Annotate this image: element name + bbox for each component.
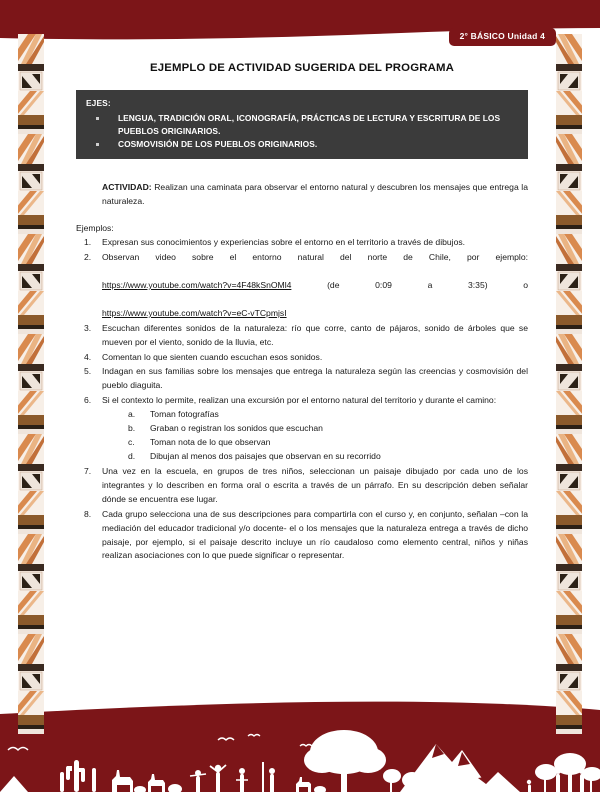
bullet-square-icon	[96, 143, 99, 146]
examples-list	[76, 236, 528, 563]
list-item-text: Cada grupo selecciona una de sus descripciones para compartirla con el curso y, en conjunto, señalan –con la mediación del educador tradicional y/o docente- el o los mensajes que la naturaleza entrega a través de dicho paisaje, por ejemplo, si el paisaje descrito incluye un río caudaloso como elemento central, niños y niñas realizan asociaciones con lo que puede significar o representar.	[102, 508, 528, 561]
list-item-text: Comentan lo que sienten cuando escuchan esos sonidos.	[102, 351, 323, 362]
sub-list-item	[114, 450, 528, 464]
document-content	[76, 62, 528, 564]
activity-paragraph	[76, 181, 528, 209]
left-textile-border	[18, 34, 44, 734]
list-item-text: Expresan sus conocimientos y experiencias sobre el entorno en el territorio a través de dibujos.	[102, 237, 466, 248]
sub-list-item-label: Toman fotografías	[150, 409, 219, 420]
bullet-square-icon	[96, 117, 99, 120]
time-range-open: (de	[327, 279, 340, 290]
bottom-landscape-illustration	[0, 680, 600, 800]
list-item	[76, 251, 528, 321]
list-item-text: Escuchan diferentes sonidos de la naturaleza: río que corre, canto de pájaros, sonido de árboles que se mueven por el viento, sonido de la lluvia, etc.	[102, 322, 528, 347]
youtube-link-2[interactable]: https://www.youtube.com/watch?v=eC-vTCpmjsI	[102, 307, 287, 318]
list-item-text: Indagan en sus familias sobre los mensajes que entrega la naturaleza según las creencias y cosmovisión del pueblo diaguita.	[102, 366, 528, 391]
list-item	[76, 508, 528, 564]
time-end: 3:35)	[468, 279, 488, 290]
list-item-text: Una vez en la escuela, en grupos de tres niños, seleccionan un paisaje dibujado por cada uno de los integrantes y lo describen en forma oral o escrita a través de un párrafo. En su descripción deben señalar dónde se encuentra ese lugar.	[102, 465, 528, 504]
activity-label: ACTIVIDAD:	[102, 182, 152, 193]
ejes-list	[86, 112, 518, 150]
ejes-item-label: LENGUA, TRADICIÓN ORAL, ICONOGRAFÍA, PRÁCTICAS DE LECTURA Y ESCRITURA DE LOS PUEBLOS ORIGINARIOS.	[118, 113, 501, 136]
sub-list-item-label: Graban o registran los sonidos que escuchan	[150, 423, 323, 434]
page-title: EJEMPLO DE ACTIVIDAD SUGERIDA DEL PROGRAMA	[150, 62, 454, 74]
conjunction: o	[523, 279, 529, 290]
sub-list-item	[114, 408, 528, 422]
list-item	[76, 351, 528, 365]
list-item	[76, 365, 528, 393]
sub-list-item	[114, 422, 528, 436]
ejes-item	[86, 112, 518, 138]
list-item-lead: Observan video sobre el entorno natural del norte de Chile, por ejemplo:	[102, 252, 528, 263]
right-textile-border	[556, 34, 582, 734]
ejes-label: EJES:	[86, 98, 111, 108]
list-item	[76, 394, 528, 464]
time-separator: a	[427, 279, 433, 290]
sub-list-item-label: Dibujan al menos dos paisajes que observan en su recorrido	[150, 450, 381, 461]
ejes-box	[76, 90, 528, 159]
ejes-item	[86, 138, 518, 151]
excursion-sub-list	[102, 408, 528, 464]
list-item-text: Si el contexto lo permite, realizan una excursión por el entorno natural del territorio y durante el camino:	[102, 395, 497, 406]
time-start: 0:09	[375, 279, 392, 290]
sub-list-item	[114, 436, 528, 450]
youtube-link-1[interactable]: https://www.youtube.com/watch?v=4F48kSnOMl4	[102, 279, 292, 290]
list-item	[76, 236, 528, 250]
sub-list-item-label: Toman nota de lo que observan	[150, 437, 271, 448]
list-item	[76, 322, 528, 350]
activity-text: Realizan una caminata para observar el entorno natural y descubren los mensajes que entrega la naturaleza.	[102, 182, 528, 207]
unit-badge: 2° BÁSICO Unidad 4	[449, 28, 556, 46]
list-item	[76, 465, 528, 507]
examples-label: Ejemplos:	[76, 223, 114, 234]
ejes-item-label: COSMOVISIÓN DE LOS PUEBLOS ORIGINARIOS.	[118, 138, 318, 149]
